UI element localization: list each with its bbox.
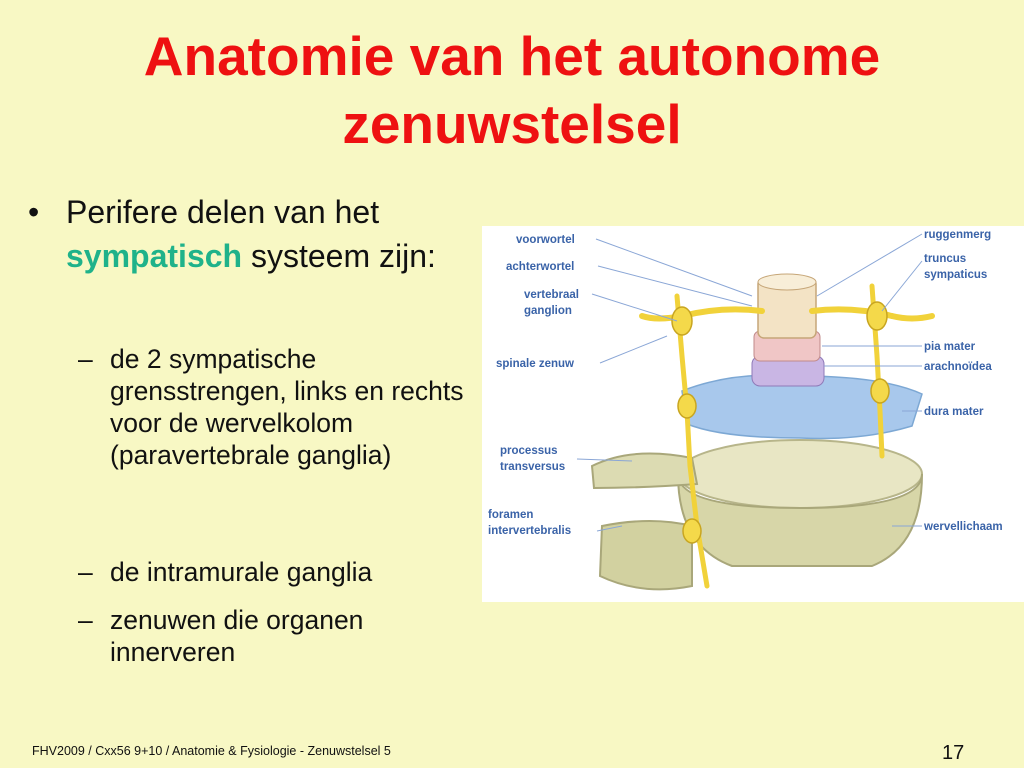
- transverse-process: [592, 454, 697, 489]
- label-foramen-line2: intervertebralis: [488, 525, 572, 537]
- sub-bullet-text: zenuwen die organen innerveren: [110, 605, 364, 667]
- page-number: 17: [942, 742, 965, 764]
- sub-bullet-dash: –: [78, 344, 93, 374]
- slide-title: [0, 22, 1024, 158]
- lower-vertebra: [600, 521, 692, 589]
- label-ruggenmerg: ruggenmerg: [924, 229, 992, 241]
- bullet-symbol: •: [28, 194, 40, 230]
- sub-bullet-3: [78, 604, 478, 668]
- spinal-anatomy-illustration: [482, 226, 1024, 602]
- highlight-sympatisch: sympatisch: [66, 238, 243, 274]
- label-dura-mater: dura mater: [924, 406, 984, 418]
- spinal-anatomy-figure: [482, 226, 1024, 602]
- sub-bullet-text: de 2 sympatische grensstrengen, links en rechts voor de wervelkolom (paravertebrale ganglia): [110, 344, 464, 470]
- sub-bullet-1: [78, 343, 478, 471]
- label-truncus-line2: sympaticus: [924, 269, 988, 281]
- bullet-text-after: systeem zijn:: [242, 238, 436, 274]
- main-bullet: [28, 190, 468, 278]
- label-vertebraal-line2: ganglion: [524, 305, 572, 317]
- label-spinale-zenuw: spinale zenuw: [496, 358, 574, 370]
- label-voorwortel: voorwortel: [516, 234, 575, 246]
- label-processus-line2: transversus: [500, 461, 566, 473]
- label-achterwortel: achterwortel: [506, 261, 575, 273]
- label-foramen-line1: foramen: [488, 509, 534, 521]
- sub-bullet-2: [78, 556, 478, 588]
- sub-bullet-text: de intramurale ganglia: [110, 557, 373, 587]
- sub-bullet-dash: –: [78, 605, 93, 635]
- bullet-text: [66, 190, 468, 278]
- vertebral-body-top: [678, 440, 922, 508]
- label-truncus-line1: truncus: [924, 253, 967, 265]
- label-vertebraal-line1: vertebraal: [524, 289, 579, 301]
- spinal-cord-top: [758, 274, 816, 290]
- label-processus-line1: processus: [500, 445, 558, 457]
- label-arachnoidea: arachnoïdea: [924, 361, 992, 373]
- title-line-1: Anatomie van het autonome: [143, 25, 881, 87]
- title-line-2: zenuwstelsel: [342, 93, 682, 155]
- footer-text: FHV2009 / Cxx56 9+10 / Anatomie & Fysiologie - Zenuwstelsel 5: [32, 744, 391, 758]
- bullet-text-before: Perifere delen van het: [66, 194, 380, 230]
- label-pia-mater: pia mater: [924, 341, 976, 353]
- sub-bullet-dash: –: [78, 557, 93, 587]
- label-wervellichaam: wervellichaam: [924, 521, 1003, 533]
